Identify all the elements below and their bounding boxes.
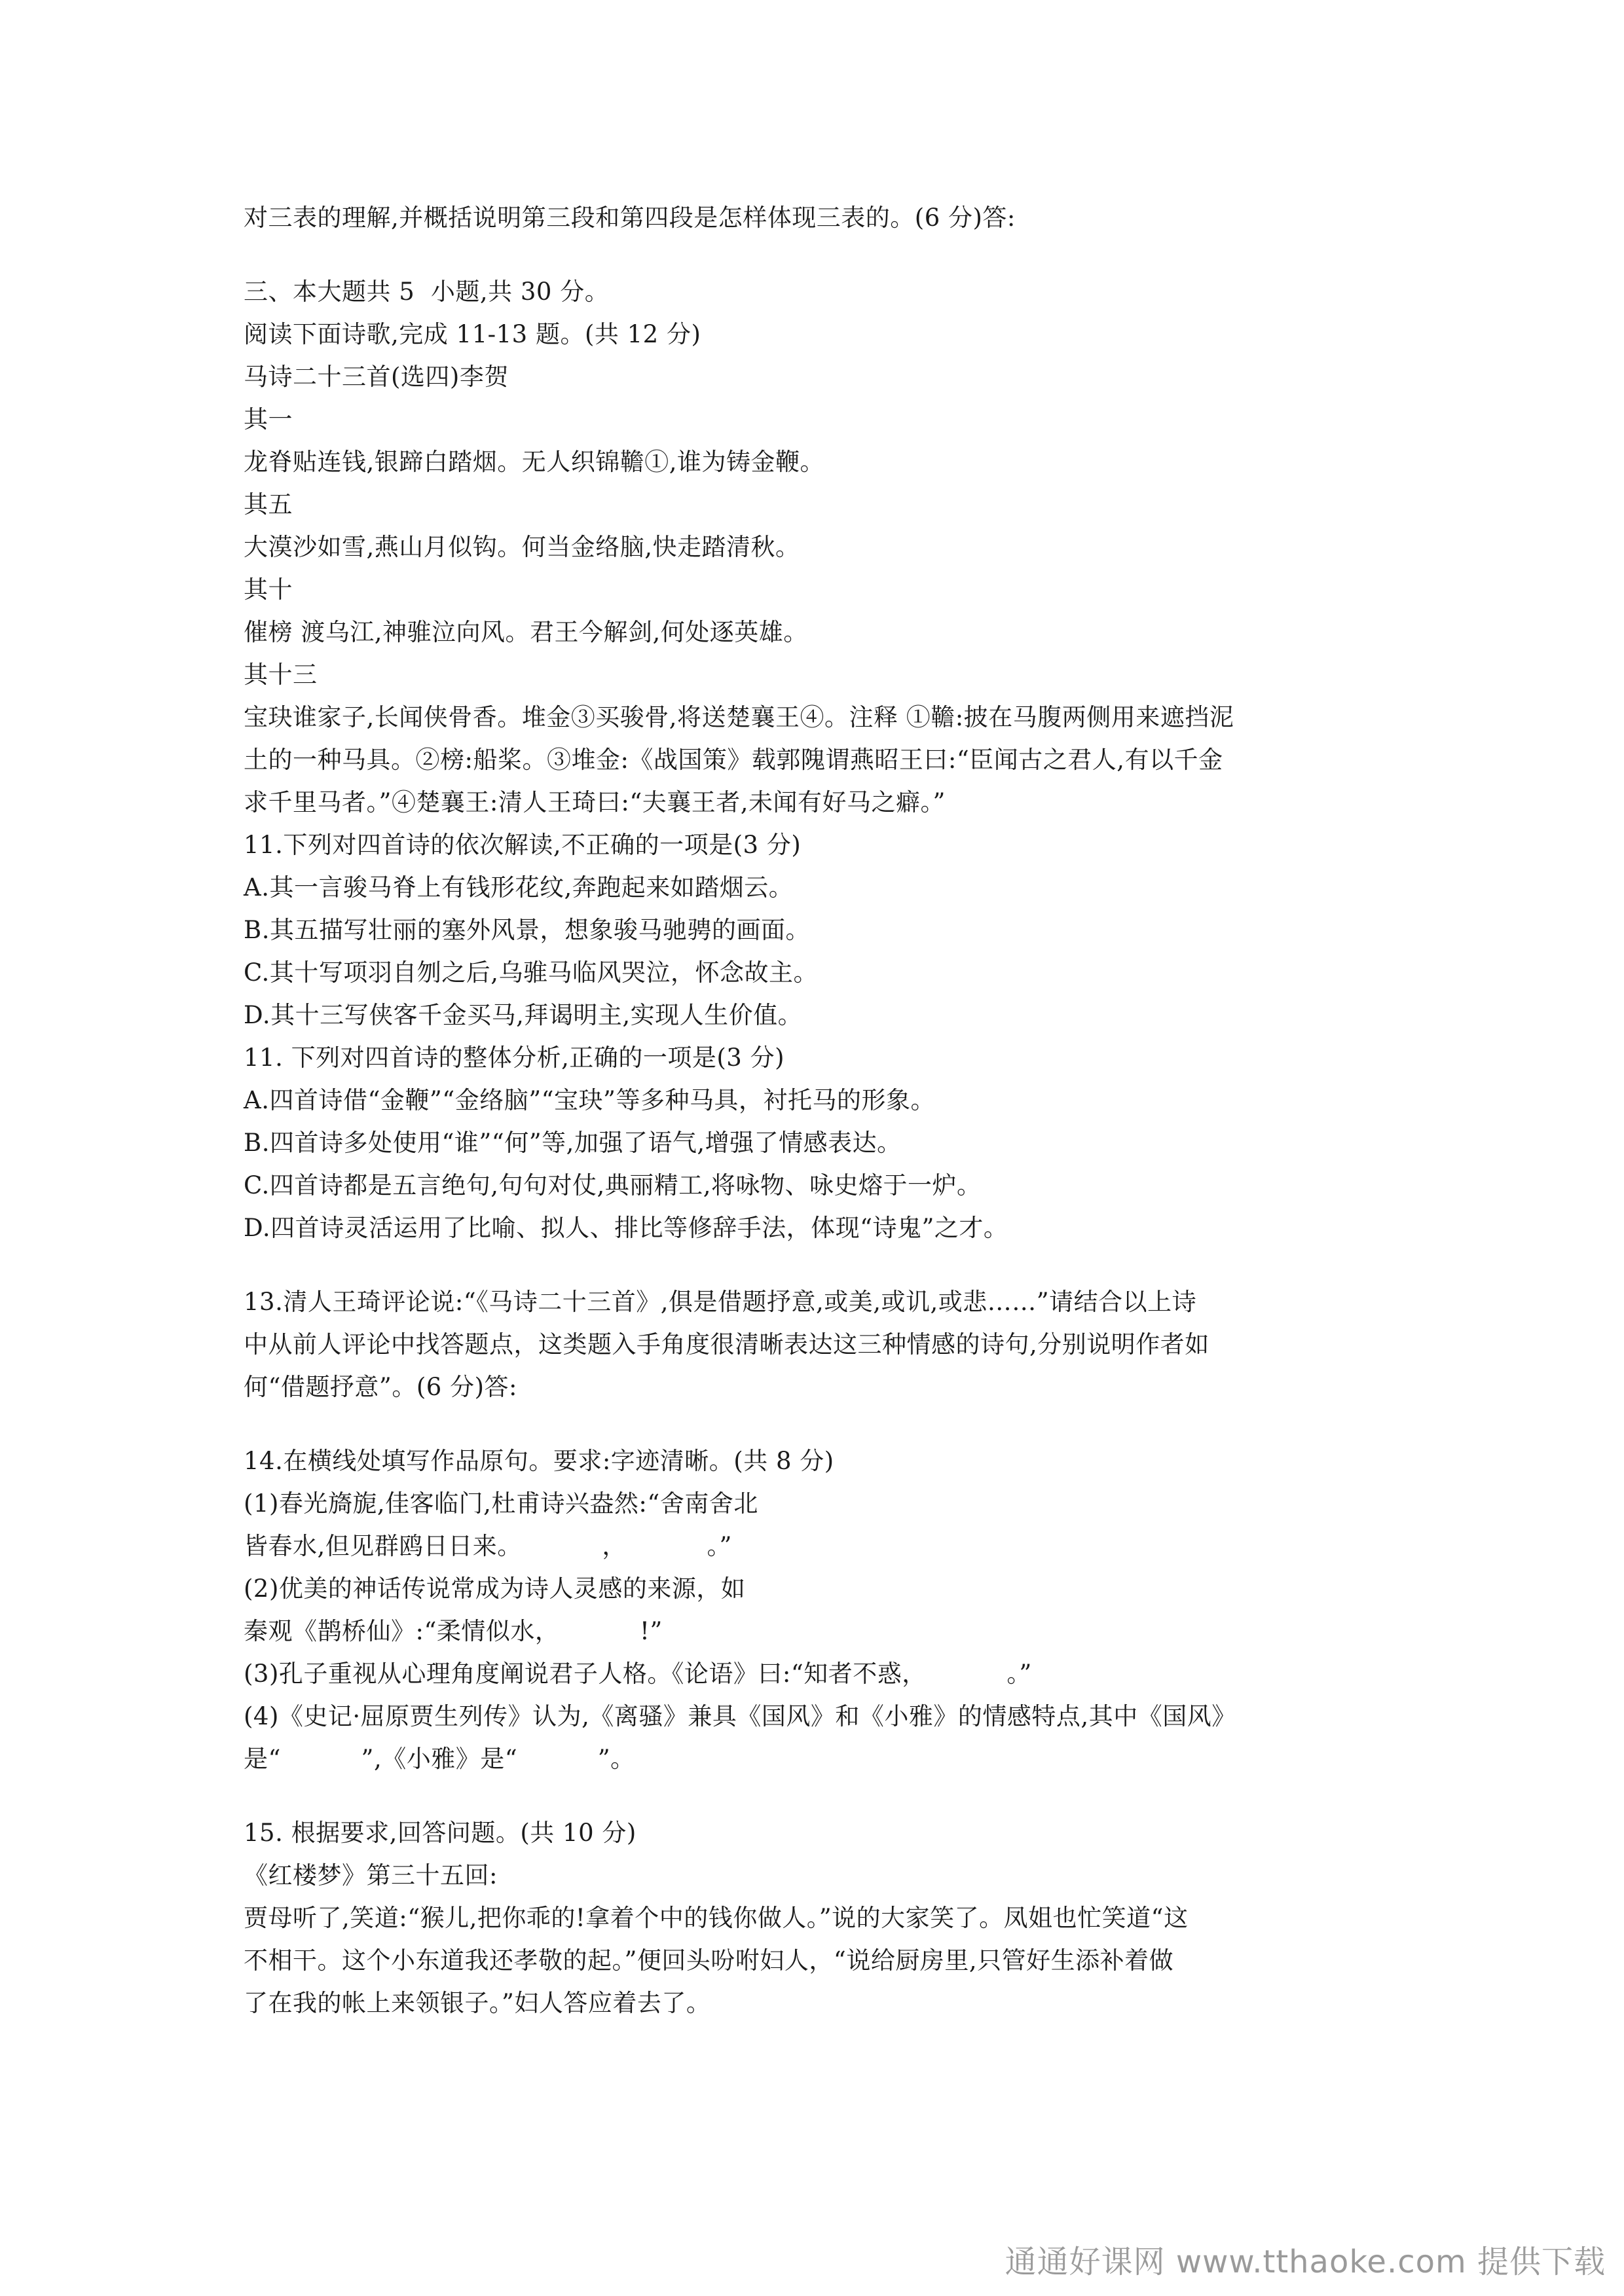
option-text: D.四首诗灵活运用了比喻、拟人、排比等修辞手法，体现“诗鬼”之才。 [244,1214,1008,1242]
document-page [244,196,1383,2024]
blank-gap [244,239,1383,270]
text-line: 对三表的理解,并概括说明第三段和第四段是怎样体现三表的。(6 分)答: [244,204,1016,232]
option-text: C.四首诗都是五言绝句,句句对仗,典丽精工,将咏物、咏史熔于一炉。 [244,1171,982,1199]
passage-text: 了在我的帐上来领银子。”妇人答应着去了。 [244,1989,711,2017]
question-text: 何“借题抒意”。(6 分)答: [244,1373,517,1401]
option-text: A.其一言骏马脊上有钱形花纹,奔跑起来如踏烟云。 [244,873,794,902]
question-text: 13.清人王琦评论说:“《马诗二十三首》,俱是借题抒意,或美,或讥,或悲……”请结合以上诗 [244,1288,1197,1316]
option-text: B.四首诗多处使用“谁”“何”等,加强了语气,增强了情感表达。 [244,1129,902,1157]
section-heading: 三、本大题共 5 小题,共 30 分。 [244,278,610,306]
question-text: 11. 下列对四首诗的整体分析,正确的一项是(3 分) [244,1044,785,1072]
passage-text: 贾母听了,笑道:“猴儿,把你乖的!拿着个中的钱你做人。”说的大家笑了。凤姐也忙笑道“这 [244,1904,1189,1932]
poem-text: 催榜 渡乌江,神骓泣向风。君王今解剑,何处逐英雄。 [244,618,808,646]
fill-in-text: 是“ ”,《小雅》是“ ”。 [244,1745,635,1773]
fill-in-text: (4)《史记·屈原贾生列传》认为,《离骚》兼具《国风》和《小雅》的情感特点,其中《国风》 [244,1702,1236,1730]
fill-in-text: (2)优美的神话传说常成为诗人灵感的来源，如 [244,1575,746,1603]
question-text: 15. 根据要求,回答问题。(共 10 分) [244,1819,637,1847]
option-text: A.四首诗借“金鞭”“金络脑”“宝玦”等多种马具，衬托马的形象。 [244,1086,935,1114]
option-text: C.其十写项羽自刎之后,乌骓马临风哭泣，怀念故主。 [244,958,819,987]
poem-subtitle: 其一 [244,405,293,433]
annotation-text: 求千里马者。”④楚襄王:清人王琦曰:“夫襄王者,未闻有好马之癖。” [244,788,946,816]
poem-subtitle: 其五 [244,490,293,519]
option-text: B.其五描写壮丽的塞外风景，想象骏马驰骋的画面。 [244,916,810,944]
blank-gap [244,1780,1383,1812]
poem-text: 龙脊贴连钱,银蹄白踏烟。无人织锦韂①,谁为铸金鞭。 [244,448,825,476]
annotation-text: 土的一种马具。②榜:船桨。③堆金:《战国策》载郭隗谓燕昭王曰:“臣闻古之君人,有以千金 [244,746,1223,774]
fill-in-text: (1)春光旖旎,佳客临门,杜甫诗兴盎然:“舍南舍北 [244,1489,758,1518]
text-line: 阅读下面诗歌,完成 11-13 题。(共 12 分) [244,320,701,348]
question-text: 中从前人评论中找答题点，这类题入手角度很清晰表达这三种情感的诗句,分别说明作者如 [244,1330,1209,1358]
question-text: 14.在横线处填写作品原句。要求:字迹清晰。(共 8 分) [244,1447,834,1475]
poem-text: 大漠沙如雪,燕山月似钩。何当金络脑,快走踏清秋。 [244,533,800,561]
blank-gap [244,1249,1383,1281]
option-text: D.其十三写侠客千金买马,拜谒明主,实现人生价值。 [244,1001,803,1029]
poem-text: 宝玦谁家子,长闻侠骨香。堆金③买骏骨,将送楚襄王④。注释 ①韂:披在马腹两侧用来遮挡泥 [244,703,1234,731]
poem-subtitle: 其十 [244,575,293,604]
passage-text: 不相干。这个小东道我还孝敬的起。”便回头吩咐妇人，“说给厨房里,只管好生添补着做 [244,1946,1174,1975]
poem-title: 马诗二十三首(选四)李贺 [244,363,509,391]
fill-in-text: 秦观《鹊桥仙》:“柔情似水， !” [244,1617,663,1645]
question-text: 11.下列对四首诗的依次解读,不正确的一项是(3 分) [244,831,802,859]
fill-in-text: 皆春水,但见群鸥日日来。 ， 。” [244,1532,732,1560]
poem-subtitle: 其十三 [244,661,318,689]
passage-title: 《红楼梦》第三十五回: [244,1861,498,1889]
watermark-text: 通通好课网 www.tthaoke.com 提供下载 [1005,2244,1606,2280]
fill-in-text: (3)孔子重视从心理角度阐说君子人格。《论语》曰:“知者不惑， 。” [244,1660,1032,1688]
blank-gap [244,1408,1383,1440]
